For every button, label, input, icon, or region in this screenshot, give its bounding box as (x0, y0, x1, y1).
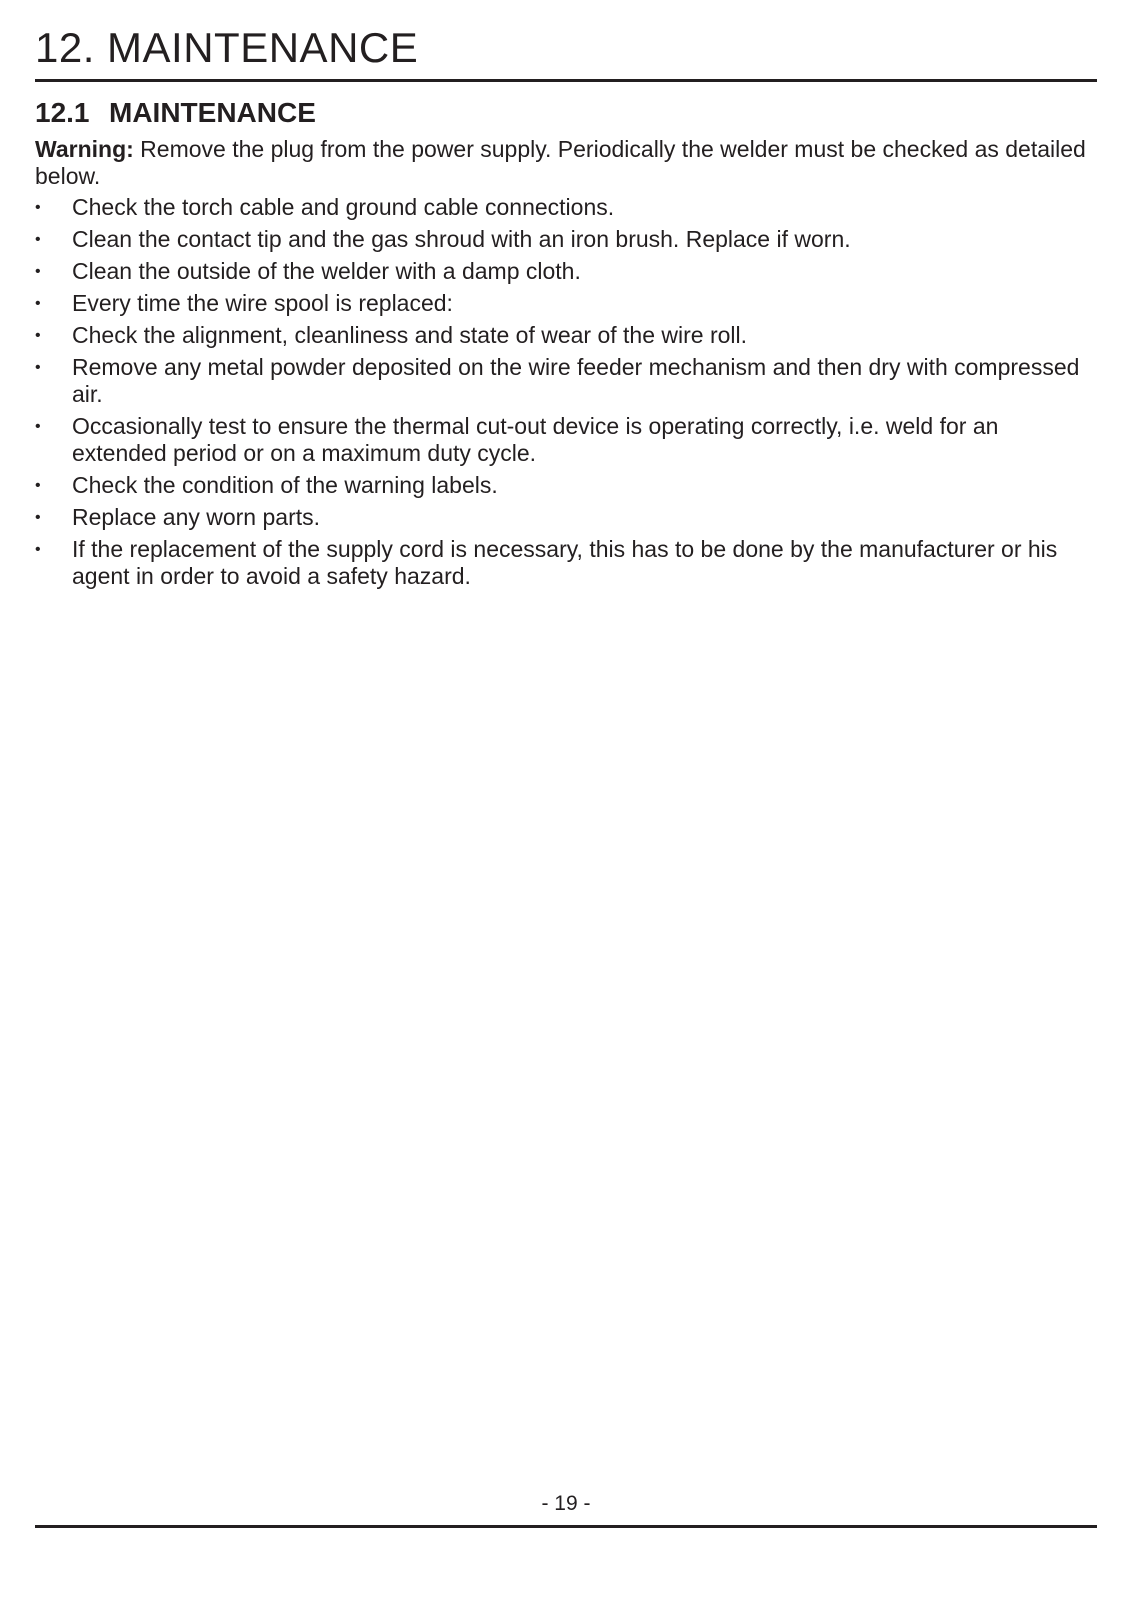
chapter-divider (35, 79, 1097, 82)
bullet-icon: • (35, 541, 41, 558)
bullet-icon: • (35, 295, 41, 312)
bullet-icon: • (35, 327, 41, 344)
section-number: 12.1 (35, 97, 90, 128)
list-item-text: If the replacement of the supply cord is necessary, this has to be done by the manufacturer or his agent in order to avoid a safety hazard. (72, 536, 1058, 589)
list-item (35, 322, 1097, 349)
list-item (35, 194, 1097, 221)
warning-label: Warning: (35, 136, 134, 162)
bullet-icon: • (35, 231, 41, 248)
bullet-icon: • (35, 477, 41, 494)
list-item (35, 290, 1097, 317)
chapter-title: 12. MAINTENANCE (35, 24, 419, 71)
footer-divider (35, 1525, 1097, 1528)
list-item-text: Clean the contact tip and the gas shroud with an iron brush. Replace if worn. (72, 226, 851, 252)
warning-text: Remove the plug from the power supply. Periodically the welder must be checked as detailed below. (35, 136, 1086, 189)
list-item-text: Replace any worn parts. (72, 504, 321, 530)
list-item (35, 354, 1097, 408)
page-number: - 19 - (541, 1492, 591, 1515)
list-item-text: Remove any metal powder deposited on the wire feeder mechanism and then dry with compressed air. (72, 354, 1080, 407)
list-item-text: Check the torch cable and ground cable connections. (72, 194, 615, 220)
list-item-text: Check the alignment, cleanliness and state of wear of the wire roll. (72, 322, 748, 348)
list-item (35, 536, 1097, 590)
list-item-text: Every time the wire spool is replaced: (72, 290, 453, 316)
list-item-text: Clean the outside of the welder with a damp cloth. (72, 258, 581, 284)
list-item-text: Check the condition of the warning labels. (72, 472, 498, 498)
document-page (35, 0, 1097, 1601)
section-title (35, 96, 316, 130)
list-item (35, 413, 1097, 467)
warning-paragraph (35, 136, 1097, 190)
maintenance-list (35, 194, 1097, 595)
section-heading: MAINTENANCE (109, 97, 316, 128)
list-item (35, 258, 1097, 285)
list-item (35, 226, 1097, 253)
list-item-text: Occasionally test to ensure the thermal cut-out device is operating correctly, i.e. weld for an extended period or on a maximum duty cycle. (72, 413, 999, 466)
list-item (35, 504, 1097, 531)
bullet-icon: • (35, 199, 41, 216)
bullet-icon: • (35, 509, 41, 526)
bullet-icon: • (35, 359, 41, 376)
bullet-icon: • (35, 263, 41, 280)
list-item (35, 472, 1097, 499)
bullet-icon: • (35, 418, 41, 435)
